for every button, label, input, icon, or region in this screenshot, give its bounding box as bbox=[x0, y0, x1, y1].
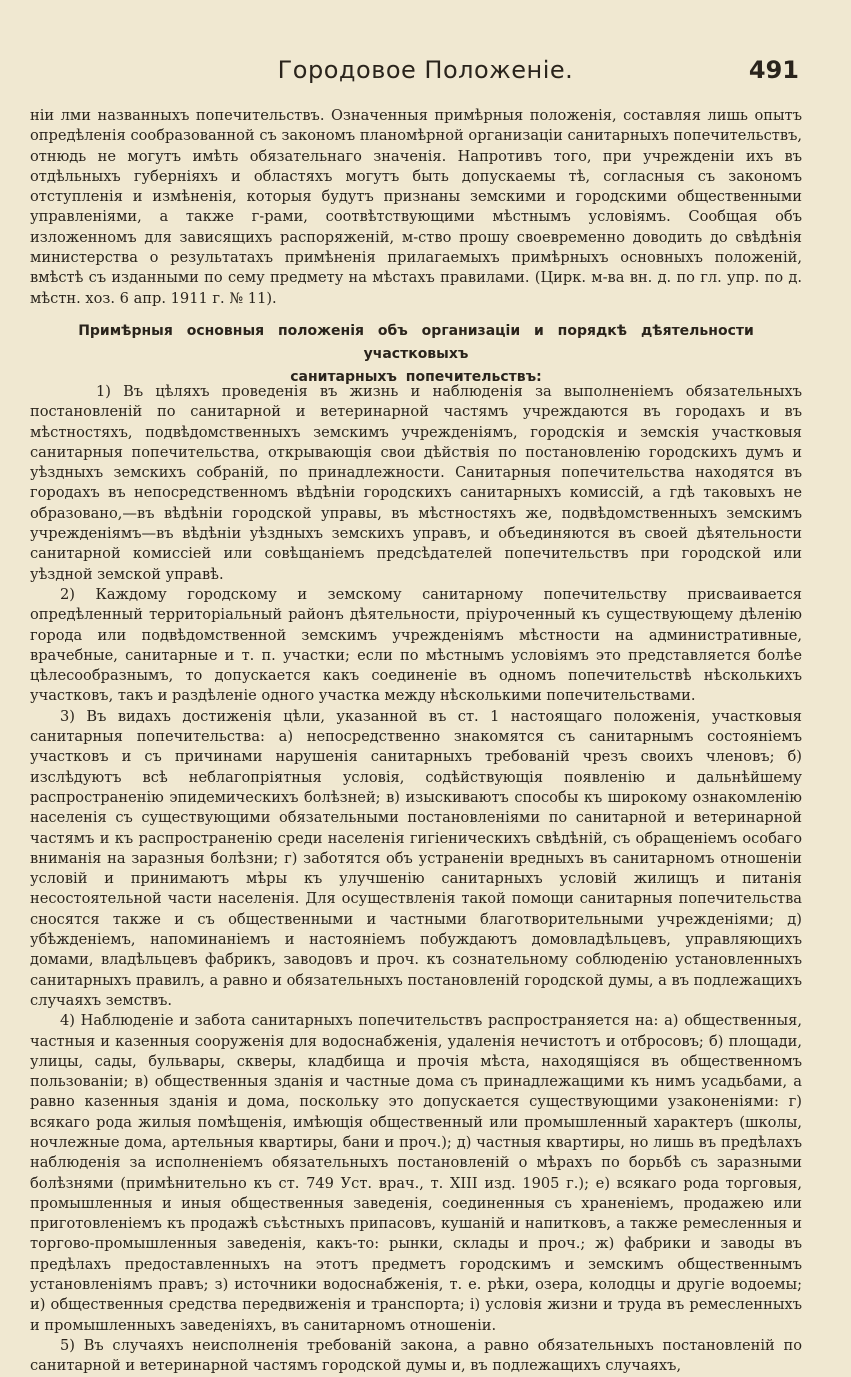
page-number: 491 bbox=[748, 56, 799, 84]
page-header bbox=[0, 56, 851, 90]
body-text bbox=[30, 382, 802, 1377]
paragraph-1: 1) Въ цѣляхъ проведенія въ жизнь и наблюденія за выполненіемъ обязательныхъ постановленій по санитарной и ветеринарной частямъ учреждаются въ городахъ и въ мѣстностяхъ, подвѣдомственныхъ земскимъ учрежденіямъ, городскія и земскія участковыя санитарныя попечительства, открывающія свои дѣйствія по постановленію городскихъ думъ и уѣздныхъ земскихъ собраній, по принадлежности. Санитарныя попечительства находятся въ городахъ въ непосредственномъ вѣдѣніи городскихъ санитарныхъ комиссій, а гдѣ таковыхъ не образовано,—въ вѣдѣніи городской управы, въ мѣстностяхъ же, подвѣдомственныхъ земскимъ учрежденіямъ—въ вѣдѣніи уѣздныхъ земскихъ управъ, и объединяются въ своей дѣятельности санитарной комиссіей или совѣщаніемъ предсѣдателей попечительствъ при городской или уѣздной земской управѣ. bbox=[30, 383, 802, 583]
running-title: Городовое Положеніе. bbox=[277, 56, 574, 84]
section-heading bbox=[30, 320, 802, 389]
paragraph-2: 2) Каждому городскому и земскому санитарному попечительству присваивается опредѣленный территоріальный районъ дѣятельности, пріуроченный къ существующему дѣленію города или подвѣдомственной земскимъ учрежденіямъ мѣстности на административные, врачебные, санитарные и т. п. участки; если по мѣстнымъ условіямъ это представляется болѣе цѣлесообразнымъ, то допускается какъ соединеніе въ одномъ попечительствѣ нѣсколькихъ участковъ, такъ и раздѣленіе одного участка между нѣсколькими попечительствами. bbox=[30, 585, 802, 705]
intro-paragraph: ніи лми названныхъ попечительствъ. Означенныя примѣрныя положенія, составляя лишь опытъ опредѣленія сообразованной съ закономъ планомѣрной организаціи санитарныхъ попечительствъ, отнюдь не могутъ имѣть обязательнаго значенія. Напротивъ того, при учрежденіи ихъ въ отдѣльныхъ губерніяхъ и областяхъ могутъ быть допускаемы тѣ, согласныя съ закономъ отступленія и измѣненія, которыя будутъ признаны земскими и городскими общественными управленіями, а также г-рами, соотвѣтствующими мѣстнымъ условіямъ. Сообщая объ изложенномъ для зависящихъ распоряженій, м-ство прошу своевременно доводить до свѣдѣнія министерства о результатахъ примѣненія прилагаемыхъ примѣрныхъ основныхъ положеній, вмѣстѣ съ изданными по сему предмету на мѣстахъ правилами. (Цирк. м-ва вн. д. по гл. упр. по д. мѣстн. хоз. 6 апр. 1911 г. № 11). bbox=[30, 107, 802, 307]
paragraph-3: 3) Въ видахъ достиженія цѣли, указанной въ ст. 1 настоящаго положенія, участковыя санитарныя попечительства: а) непосредственно знакомятся съ санитарнымъ состояніемъ участковъ и съ причинами нарушенія санитарныхъ требованій чрезъ своихъ членовъ; б) изслѣдуютъ всѣ неблагопріятныя условія, содѣйствующія появленію и дальнѣйшему распространенію эпидемическихъ болѣзней; в) изыскиваютъ способы къ широкому ознакомленію населенія съ существующими обязательными постановленіями по санитарной и ветеринарной частямъ и къ распространенію среди населенія гигіеническихъ свѣдѣній, съ обращеніемъ особаго вниманія на заразныя болѣзни; г) заботятся объ устраненіи вредныхъ въ санитарномъ отношеніи условій и принимаютъ мѣры къ улучшенію санитарныхъ условій жилищъ и питанія несостоятельной части населенія. Для осуществленія такой помощи санитарныя попечительства сносятся также и съ общественными и частными благотворительными учрежденіями; д) убѣжденіемъ, напоминаніемъ и настояніемъ побуждаютъ домовладѣльцевъ, управляющихъ домами, владѣльцевъ фабрикъ, заводовъ и проч. къ сознательному соблюденію установленныхъ санитарныхъ правилъ, а равно и обязательныхъ постановленій городской думы, а въ подлежащихъ случаяхъ земствъ. bbox=[30, 707, 802, 1009]
paragraph-4: 4) Наблюденіе и забота санитарныхъ попечительствъ распространяется на: а) общественныя, частныя и казенныя сооруженія для водоснабженія, удаленія нечистотъ и отбросовъ; б) площади, улицы, сады, бульвары, скверы, кладбища и прочія мѣста, находящіяся въ общественномъ пользованіи; в) общественныя зданія и частные дома съ принадлежащими къ нимъ усадьбами, а равно казенныя зданія и дома, поскольку это допускается существующими узаконеніями: г) всякаго рода жилыя помѣщенія, имѣющія общественный или промышленный характеръ (школы, ночлежные дома, артельныя квартиры, бани и проч.); д) частныя квартиры, но лишь въ предѣлахъ наблюденія за исполненіемъ обязательныхъ постановленій о мѣрахъ по борьбѣ съ заразными болѣзнями (примѣнительно къ ст. 749 Уст. врач., т. XIII изд. 1905 г.); е) всякаго рода торговыя, промышленныя и иныя общественныя заведенія, соединенныя съ храненіемъ, продажею или приготовленіемъ къ продажѣ съѣстныхъ припасовъ, кушаній и напитковъ, а также ремесленныя и торгово-промышленныя заведенія, какъ-то: рынки, склады и проч.; ж) фабрики и заводы въ предѣлахъ предоставленныхъ на этотъ предметъ городскимъ и земскимъ общественнымъ установленіямъ правъ; з) источники водоснабженія, т. е. рѣки, озера, колодцы и другіе водоемы; и) общественныя средства передвиженія и транспорта; і) условія жизни и труда въ ремесленныхъ и промышленныхъ заведеніяхъ, въ санитарномъ отношеніи. bbox=[30, 1012, 802, 1334]
section-heading-line-1: Примѣрныя основныя положенія объ организаціи и порядкѣ дѣятельности участковыхъ bbox=[78, 323, 754, 362]
section-heading-line-2: санитарныхъ попечительствъ: bbox=[290, 369, 542, 385]
paragraph-5: 5) Въ случаяхъ неисполненія требованій закона, а равно обязательныхъ постановленій по санитарной и ветеринарной частямъ городской думы и, въ подлежащихъ случаяхъ, bbox=[30, 1336, 802, 1375]
